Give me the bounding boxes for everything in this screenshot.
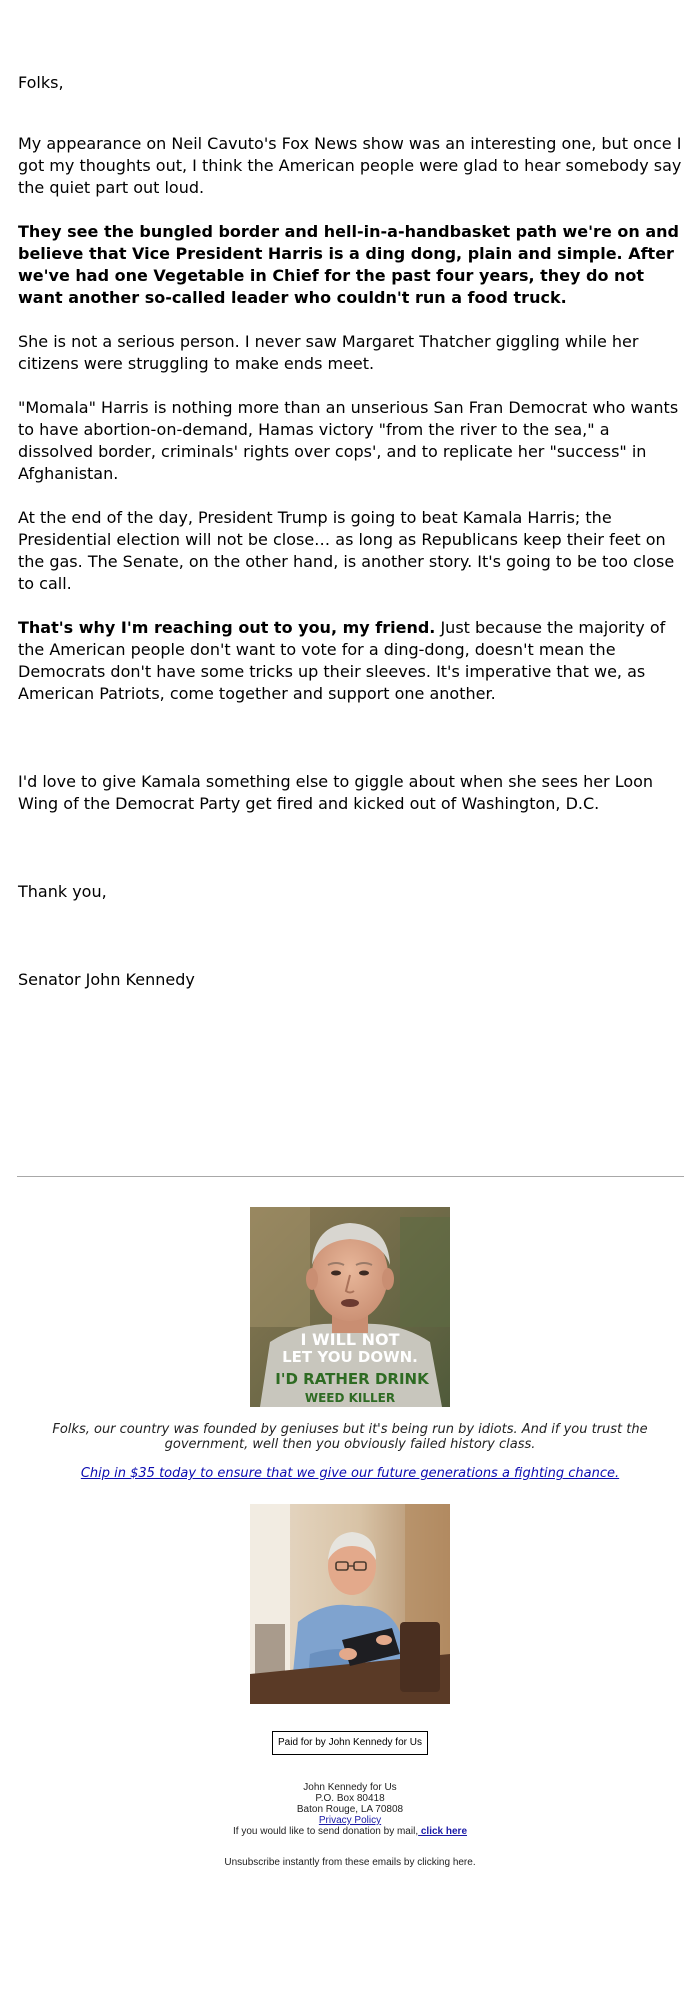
closing: Thank you, bbox=[18, 882, 107, 901]
paragraph-reaching-out bbox=[18, 617, 684, 705]
donate-link[interactable]: Chip in $35 today to ensure that we give our future generations a fighting chance. bbox=[80, 1466, 620, 1481]
paragraph-border: They see the bungled border and hell-in-a-handbasket path we're on and believe that Vice President Harris is a ding dong, plain and simple. After we've had one Vegetable in Chief for the past four years, they do not want another so-called leader who couldn't run a food truck. bbox=[18, 222, 679, 307]
unsubscribe-link[interactable]: Unsubscribe instantly from these emails by clicking here. bbox=[224, 1857, 476, 1868]
footer-org: John Kennedy for Us bbox=[303, 1782, 397, 1793]
greeting: Folks, bbox=[18, 73, 64, 92]
paragraph-giggle: I'd love to give Kamala something else to giggle about when she sees her Loon Wing of the Democrat Party get fired and kicked out of Washington, D.C. bbox=[18, 772, 654, 813]
divider bbox=[17, 1176, 684, 1177]
footer-address bbox=[20, 1782, 680, 1837]
footer-po-box: P.O. Box 80418 bbox=[315, 1793, 385, 1804]
footer-city: Baton Rouge, LA 70808 bbox=[296, 1804, 404, 1815]
privacy-policy-link[interactable]: Privacy Policy bbox=[318, 1815, 382, 1826]
kennedy-tshirt-illustration bbox=[250, 1207, 450, 1407]
reaching-out-rest: Just because the majority of the American people don't want to vote for a ding-dong, doesn't mean the Democrats don't have some tricks up their sleeves. It's imperative that we, as American Patriots, come together and support one another. bbox=[18, 618, 666, 703]
shirt-text-line1: I WILL NOT bbox=[300, 1330, 400, 1349]
kennedy-tshirt-photo bbox=[250, 1207, 450, 1407]
paid-for-box: Paid for by John Kennedy for Us bbox=[272, 1731, 428, 1755]
footer-mail-text: If you would like to send donation by mail, bbox=[232, 1826, 419, 1837]
footer-mail-line bbox=[20, 1826, 680, 1837]
quote: Folks, our country was founded by geniuses but it's being run by idiots. And if you trust the government, well then you obviously failed history class. bbox=[52, 1422, 648, 1452]
kennedy-tablet-illustration bbox=[250, 1504, 450, 1704]
paragraph-end-of-day: At the end of the day, President Trump is going to beat Kamala Harris; the Presidential election will not be close… as long as Republicans keep their feet on the gas. The Senate, on the other hand, is another story. It's going to be too close to call. bbox=[18, 508, 675, 593]
reaching-out-bold: That's why I'm reaching out to you, my friend. bbox=[18, 618, 436, 637]
shirt-text-line2: LET YOU DOWN. bbox=[282, 1348, 418, 1366]
signature: Senator John Kennedy bbox=[18, 970, 195, 989]
kennedy-tablet-photo bbox=[250, 1504, 450, 1704]
paragraph-serious: She is not a serious person. I never saw Margaret Thatcher giggling while her citizens were struggling to make ends meet. bbox=[18, 332, 639, 373]
paragraph-momala: "Momala" Harris is nothing more than an unserious San Fran Democrat who wants to have abortion-on-demand, Hamas victory "from the river to the sea," a dissolved border, criminals' rights over cops', and to replicate her "success" in Afghanistan. bbox=[18, 398, 679, 483]
shirt-text-line4: WEED KILLER bbox=[304, 1391, 396, 1405]
shirt-text-line3: I'D RATHER DRINK bbox=[275, 1370, 429, 1388]
mail-donation-link[interactable]: click here bbox=[418, 1826, 468, 1837]
paragraph-cavuto: My appearance on Neil Cavuto's Fox News show was an interesting one, but once I got my thoughts out, I think the American people were glad to hear somebody say the quiet part out loud. bbox=[18, 134, 682, 197]
